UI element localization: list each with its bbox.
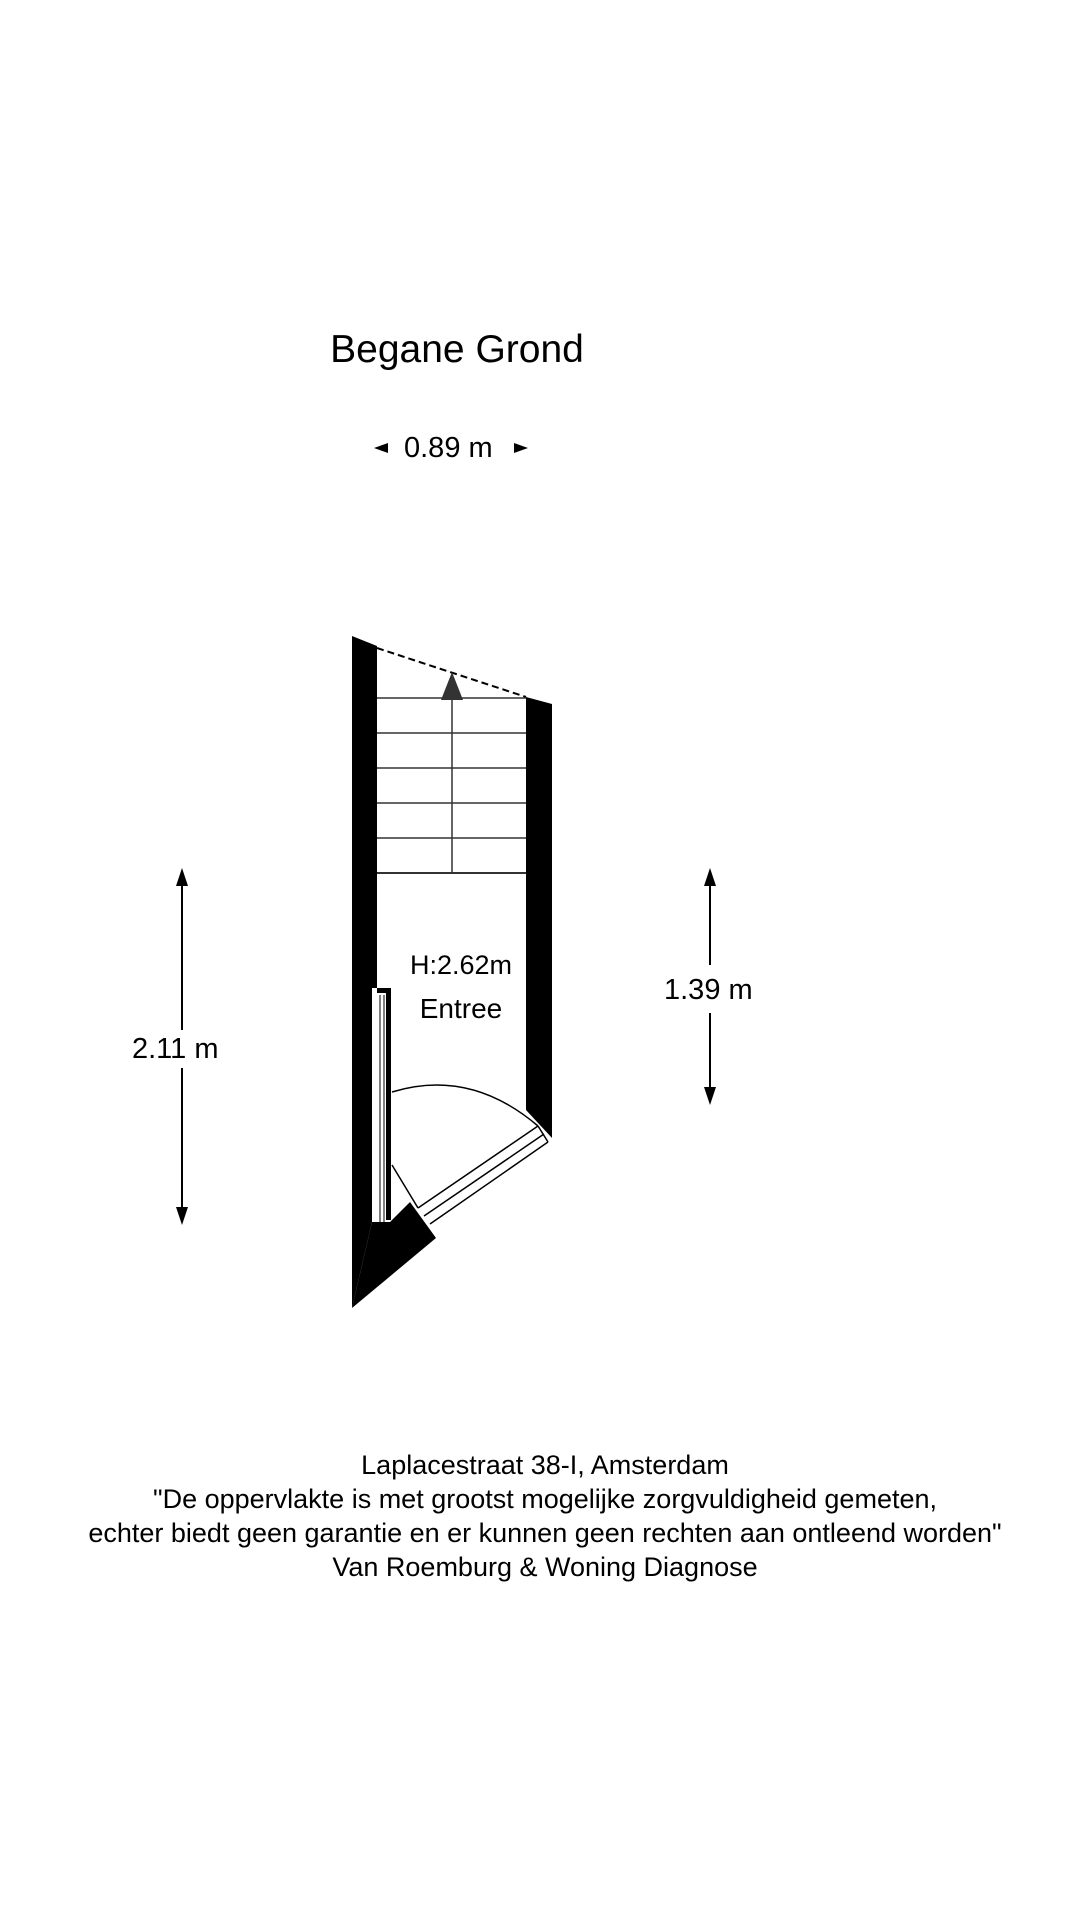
door-swing-arc [392,1085,538,1126]
footer-disclaimer-line2: echter biedt geen garantie en er kunnen geen rechten aan ontleend worden" [88,1518,1002,1548]
wall-left [352,636,377,1308]
wall-right [526,697,552,1138]
room-name: Entree [419,993,503,1024]
stairs [377,698,526,873]
stair-direction-arrow [441,672,463,700]
dimension-arrow-right [514,443,528,453]
dimension-width: 0.89 m [404,432,493,464]
door-leaf [392,1126,548,1224]
footer-address: Laplacestraat 38-I, Amsterdam [361,1450,729,1480]
room-height: H:2.62m [409,950,513,980]
footer [0,1448,1080,1584]
dimension-height-right: 1.39 m [664,974,753,1006]
floor-title: Begane Grond [330,328,584,371]
dimension-arrow-left [374,443,388,453]
footer-disclaimer-line1: "De oppervlakte is met grootst mogelijke zorgvuldigheid gemeten, [153,1484,937,1514]
footer-company: Van Roemburg & Woning Diagnose [332,1552,758,1582]
dimension-height-left: 2.11 m [132,1033,219,1065]
